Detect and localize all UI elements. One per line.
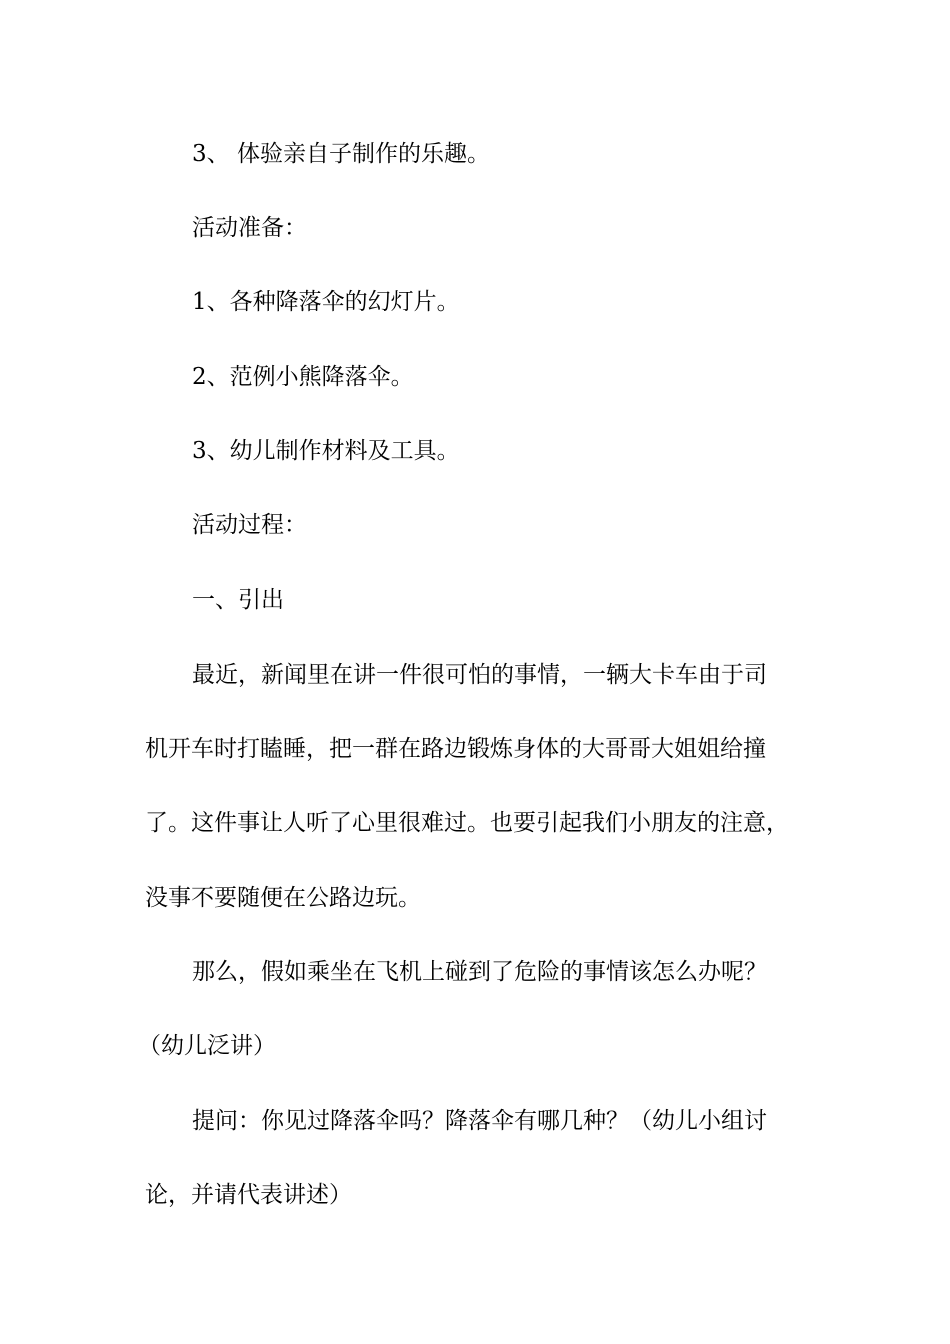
preparation-item-1: 1、各种降落伞的幻灯片。 (192, 289, 460, 315)
paragraph-line: 论，并请代表讲述） (145, 1182, 352, 1208)
paragraph-line: 那么，假如乘坐在飞机上碰到了危险的事情该怎么办呢？ (192, 959, 767, 985)
paragraph-line: 了。这件事让人听了心里很难过。也要引起我们小朋友的注意， (145, 810, 789, 836)
section-heading-process: 活动过程： (192, 512, 307, 538)
preparation-item-3: 3、幼儿制作材料及工具。 (192, 438, 460, 464)
paragraph-line: 没事不要随便在公路边玩。 (145, 885, 421, 911)
paragraph-line: （幼儿泛讲） (138, 1033, 276, 1059)
paragraph-line: 机开车时打瞌睡，把一群在路边锻炼身体的大哥哥大姐姐给撞 (145, 736, 766, 762)
subsection-heading-intro: 一、引出 (192, 587, 284, 613)
paragraph-line: 最近，新闻里在讲一件很可怕的事情，一辆大卡车由于司 (192, 662, 767, 688)
section-heading-preparation: 活动准备： (192, 215, 307, 241)
preparation-item-2: 2、范例小熊降落伞。 (192, 364, 414, 390)
goal-item-3: 3、 体验亲自子制作的乐趣。 (192, 141, 490, 167)
paragraph-line: 提问：你见过降落伞吗？降落伞有哪几种？（幼儿小组讨 (192, 1108, 767, 1134)
